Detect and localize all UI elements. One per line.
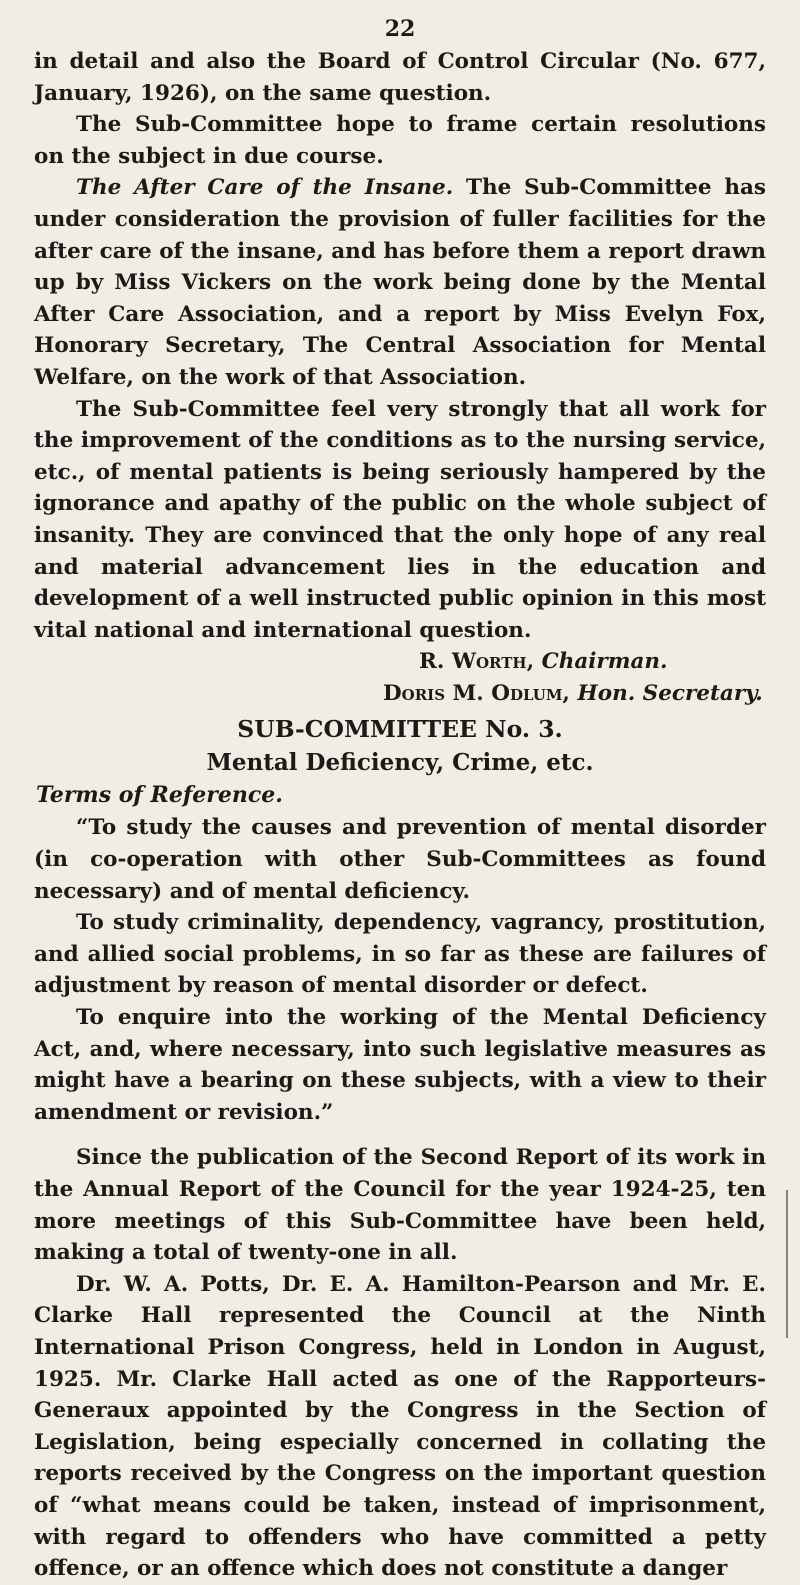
- paragraph-after-care: [34, 172, 766, 393]
- secretary-title: Hon. Secretary.: [577, 680, 763, 706]
- paragraph-resolutions: The Sub-Committee hope to frame certain resolutions on the subject in due course.: [34, 112, 766, 169]
- terms-paragraph-2: To study criminality, dependency, vagrancy, prostitution, and allied social problems, in so far as these are failures of adjustment by reason of mental disorder or defect.: [34, 910, 766, 999]
- page-edge-divider: [786, 1190, 788, 1338]
- chairman-name: R. Worth,: [419, 649, 535, 675]
- paragraph-gap: [34, 1128, 766, 1142]
- chairman-title: Chairman.: [541, 649, 668, 675]
- after-care-body: The Sub-Committee has under consideration the provision of fuller facilities for the after care of the insane, and has before them a report drawn up by Miss Vickers on the work being done by the Mental After Care Association, and a report by Miss Evelyn Fox, Honorary Secretary, The Central Association for Mental Welfare, on the work of that Association.: [34, 175, 767, 390]
- paragraph-public-opinion: The Sub-Committee feel very strongly that all work for the improvement of the conditions as to the nursing service, etc., of mental patients is being seriously hampered by the ignorance and apathy of the public on the whole subject of insanity. They are convinced that the only hope of any real and material advancement lies in the education and development of a well instructed public opinion in this most vital national and international question.: [34, 396, 766, 643]
- paragraph-circular: in detail and also the Board of Control Circular (No. 677, January, 1926), on the same question.: [34, 49, 766, 106]
- secretary-name: Doris M. Odlum,: [383, 680, 570, 706]
- secretary-signature: [34, 678, 766, 710]
- terms-paragraph-1: “To study the causes and prevention of mental disorder (in co-operation with other Sub-Committees as found necessary) and of mental deficiency.: [34, 815, 766, 904]
- page-number: 22: [384, 16, 416, 42]
- paragraph-meetings: Since the publication of the Second Report of its work in the Annual Report of the Council for the year 1924-25, ten more meetings of this Sub-Committee have been held, making a total of twenty-one in all.: [34, 1145, 766, 1266]
- after-care-title: The After Care of the Insane.: [76, 175, 454, 201]
- paragraph-prison-congress: Dr. W. A. Potts, Dr. E. A. Hamilton-Pearson and Mr. E. Clarke Hall represented the Council at the Ninth International Prison Congress, held in London in August, 1925. Mr. Clarke Hall acted as one of the Rapporteurs-Generaux appointed by the Congress in the Section of Legislation, being especially concerned in collating the reports received by the Congress on the important question of “what means could be taken, instead of imprisonment, with regard to offenders who have committed a petty offence, or an offence which does not constitute a danger: [34, 1271, 766, 1582]
- section-heading: SUB-COMMITTEE No. 3.: [237, 715, 563, 744]
- terms-of-reference-label: Terms of Reference.: [36, 782, 283, 809]
- terms-paragraph-3: To enquire into the working of the Mental Deficiency Act, and, where necessary, into such legislative measures as might have a bearing on these subjects, with a view to their amendment or revision.”: [34, 1005, 766, 1125]
- chairman-signature: [34, 646, 766, 678]
- section-subheading: Mental Deficiency, Crime, etc.: [206, 749, 594, 777]
